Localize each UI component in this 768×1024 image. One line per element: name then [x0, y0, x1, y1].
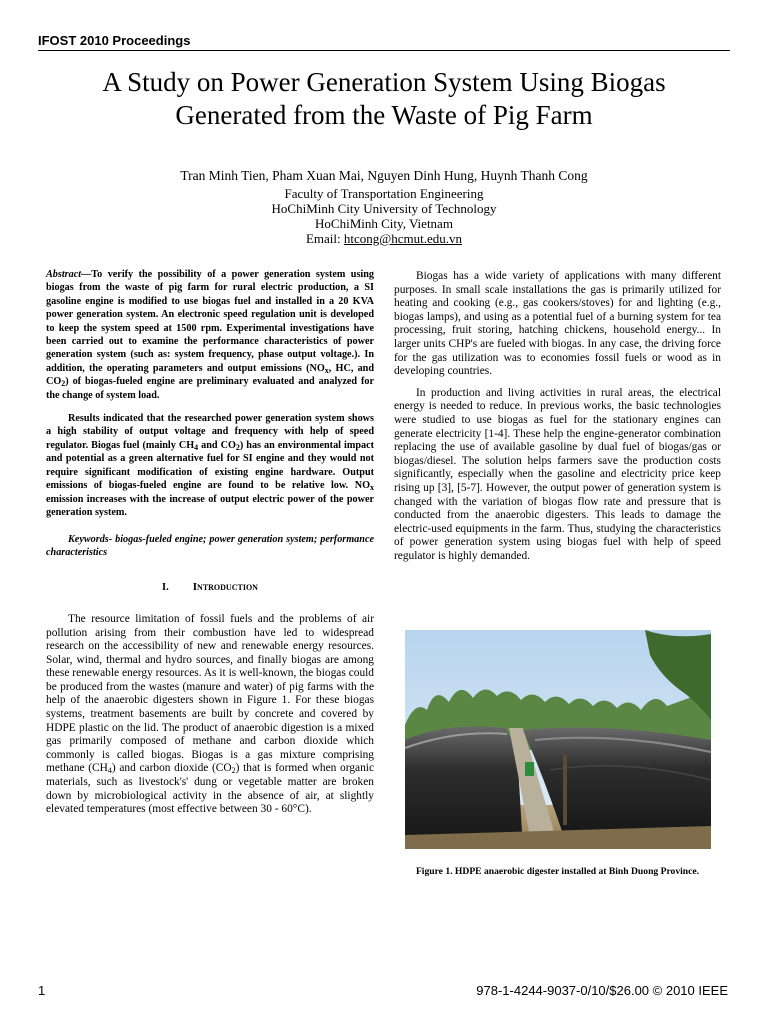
paper-title	[40, 66, 728, 132]
abstract-text: ) of biogas-fueled engine are preliminary evaluated and analyzed for the change of system load.	[46, 376, 374, 401]
abstract-lead: Abstract—	[46, 269, 92, 280]
abstract-paragraph-1	[46, 268, 374, 402]
affiliation-line-1: Faculty of Transportation Engineering	[284, 186, 484, 201]
subscript: x	[324, 365, 329, 375]
affiliation-line-2: HoChiMinh City University of Technology	[271, 201, 497, 216]
body-text: ) that is formed when organic materials, such as livestock's' dung or vegetable matter are broken down by microbiological activity in the absence of air, at slightly elevated temperatures (most effective between 30 - 60°C).	[46, 762, 375, 816]
abstract-text: To verify the possibility of a power generation system using biogas from the waste of pig farm for rural electric production, a SI gasoline engine is modified to use biogas fuel and installed in a 20 KVA power generation system. An electronic speed regulation unit is developed to keep the system speed at 1500 rpm. Experimental investigations have been carried out to examine the performance characteristics of power generation system (such as: system frequency, phase output voltage.). In addition, the operating parameters and output emissions (NO	[46, 269, 374, 374]
page-number: 1	[38, 983, 46, 998]
email-line	[40, 231, 728, 246]
email-link[interactable]: htcong@hcmut.edu.vn	[343, 231, 463, 246]
email-label: Email:	[305, 231, 344, 246]
abstract-text: ) has an environmental impact and potential as a green alternative fuel for SI engine and they would not require significant modification of existing engine hardware. Output emissions of biogas-fueled engine are found to be relative low. NO	[46, 439, 374, 492]
body-text: ) and carbon dioxide (CO	[111, 762, 232, 775]
keywords: Keywords- biogas-fueled engine; power generation system; performance characteristics	[46, 534, 374, 559]
subscript: 2	[61, 379, 66, 389]
subscript: 2	[231, 766, 236, 776]
figure-1-caption: Figure 1. HDPE anaerobic digester installed at Binh Duong Province.	[415, 866, 700, 877]
left-column	[46, 268, 374, 825]
running-head: IFOST 2010 Proceedings	[38, 33, 730, 51]
right-column	[394, 270, 721, 571]
subscript: 2	[235, 442, 240, 452]
affiliation-line-3: HoChiMinh City, Vietnam	[315, 216, 453, 231]
green-tank	[525, 762, 534, 776]
copyright-notice: 978-1-4244-9037-0/10/$26.00 © 2010 IEEE	[476, 983, 728, 998]
abstract-text: , HC, and CO	[46, 362, 374, 388]
abstract-paragraph-2	[46, 412, 374, 519]
title-line-2: Generated from the Waste of Pig Farm	[175, 100, 593, 130]
digester-cover-left	[405, 727, 523, 850]
subscript: x	[370, 483, 374, 493]
author-block	[40, 168, 728, 246]
section-heading-introduction	[46, 581, 374, 595]
abstract-text: emission increases with the increase of output electric power of the power generation system.	[46, 493, 374, 518]
body-paragraph-production: In production and living activities in rural areas, the electrical energy is needed to reduce. In previous works, the basic technologies were studied to use biogas as fuel for the stationary engines can generate electricity [1-4]. These help the engine-generator combination replacing the use of available gasoline by dual fuel of biogas/gas or biogas/diesel. The solution helps farmers save the production costs significantly, especially when the gasoline and electricity price keep rising up [3], [5-7]. However, the output power of generation system is changed with the variation of biogas flow rate and pressure that is conducted from the anaerobic digesters. This leads to damage the electric-used equipments in the farm. Thus, studying the characteristics of power generation system using biogas fuel with help of speed regulator is highly demanded.	[394, 386, 721, 562]
author-names: Tran Minh Tien, Pham Xuan Mai, Nguyen Dinh Hung, Huynh Thanh Cong	[180, 168, 588, 183]
section-number: I.	[162, 582, 169, 594]
abstract	[46, 268, 374, 519]
post	[563, 755, 567, 825]
title-line-1: A Study on Power Generation System Using Biogas	[102, 67, 666, 97]
intro-paragraph-1	[46, 613, 374, 817]
section-title: Introduction	[192, 581, 258, 594]
body-paragraph-applications: Biogas has a wide variety of applications with many different purposes. In small scale installations the gas is primarily utilized for heating and cooking (e.g., gas cookers/stoves) for and lighting (e.g., biogas lamps), and using as a potential fuel of a burning system for tea processing, fruit storing, hatching chickens, household energy... In larger units CHP's are fueled with biogas. In any case, the driving force for the gas utilization was to economies fossil fuels or wood as in developing countries.	[394, 270, 721, 378]
subscript: 4	[107, 766, 112, 776]
digester-photo-illustration	[405, 630, 711, 849]
figure-1-photo	[405, 630, 711, 849]
body-text: The resource limitation of fossil fuels and the problems of air pollution arising from their combustion have led to widespread research on the accessibility of new and renewable energy resources. Solar, wind, thermal and hydro sources, and finally biogas are among these renewable energy resources. As it is well-known, the biogas could be produced from the wastes (manure and water) of pig farms with the help of the anaerobic digesters shown in Figure 1. For these biogas systems, treatment basements are built by concrete and covered by HDPE plastic on the lid. The product of anaerobic digestion is a mixed gas primarily composed of methane and carbon dioxide which commonly is called biogas. Biogas is a gas mixture comprising methane (CH	[46, 612, 374, 775]
subscript: 4	[194, 442, 199, 452]
abstract-text: Results indicated that the researched power generation system shows a high stability of output voltage and frequency with help of speed regulator. Biogas fuel (mainly CH	[46, 413, 374, 451]
abstract-text: and CO	[198, 439, 236, 451]
